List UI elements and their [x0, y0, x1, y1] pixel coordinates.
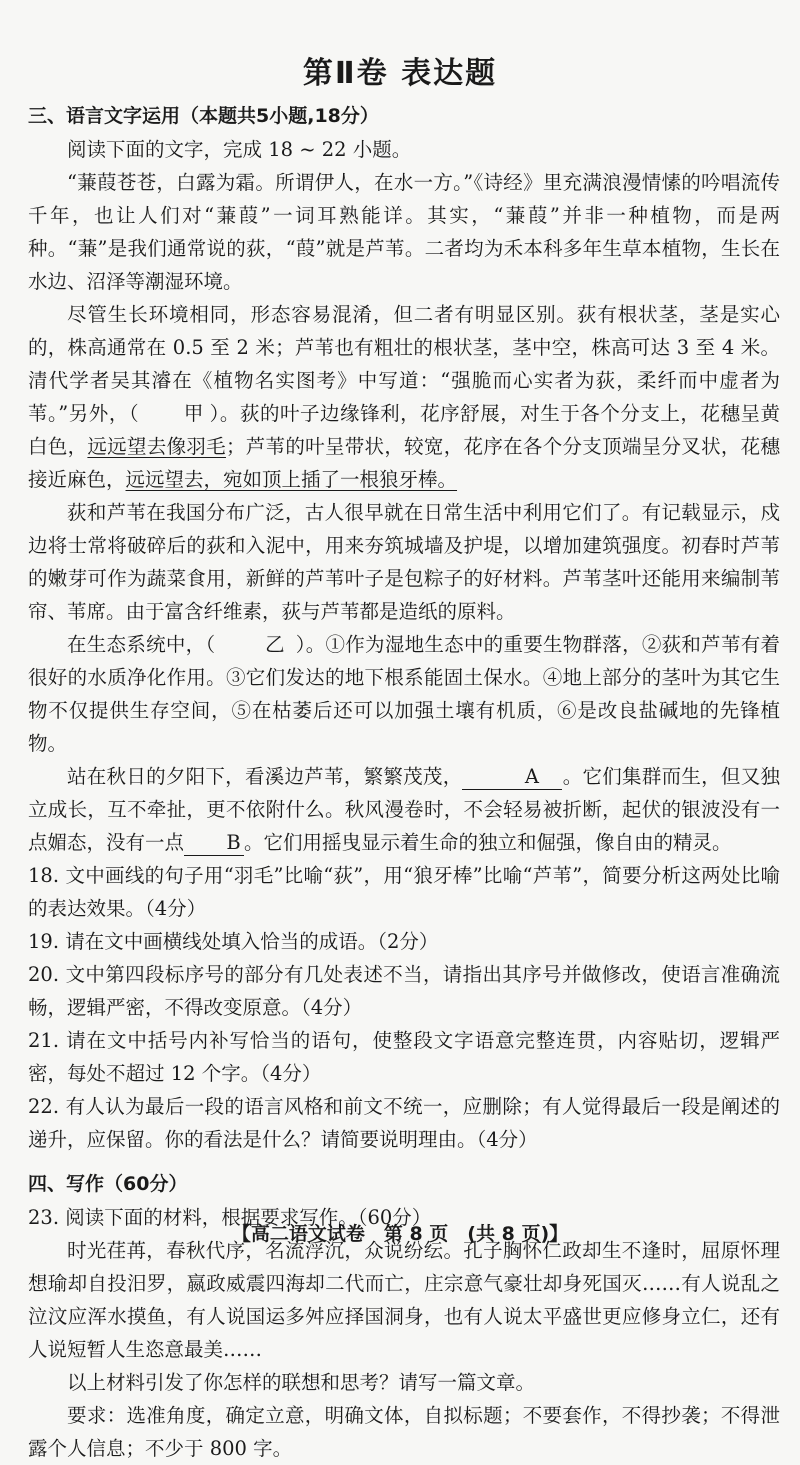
blank-B: B	[184, 831, 244, 856]
writing-material: 时光荏苒，春秋代序，名流浮沉，众说纷纭。孔子胸怀仁政却生不逢时，屈原怀理想瑜却自投汨罗，嬴政威震四海却二代而亡，庄宗意气豪壮却身死国灭……有人说乱之泣汶应浑水摸鱼，有人说国运多舛应择国洞身，也有人说太平盛世更应修身立仁，还有人说短暂人生恣意最美……	[28, 1239, 780, 1361]
question-23: 23. 阅读下面的材料，根据要求写作。（60分）	[28, 1206, 432, 1229]
question-20: 20. 文中第四段标序号的部分有几处表述不当，请指出其序号并做修改，使语言准确流畅，逻辑严密，不得改变原意。（4分）	[28, 963, 780, 1019]
question-21: 21. 请在文中括号内补写恰当的语句，使整段文字语意完整连贯，内容贴切，逻辑严密，每处不超过 12 个字。（4分）	[28, 1029, 780, 1085]
page-content	[28, 100, 780, 1465]
blank-A: A	[462, 765, 562, 790]
page-footer: 【高二语文试卷 第 8 页 (共 8 页)】	[231, 1223, 569, 1245]
section3-heading: 三、语言文字运用（本题共5小题,18分）	[28, 105, 379, 127]
page-title: 第Ⅱ卷 表达题	[302, 56, 498, 91]
paragraph-1: “蒹葭苍苍，白露为霜。所谓伊人，在水一方。”《诗经》里充满浪漫情愫的吟唱流传千年，也让人们对“蒹葭”一词耳熟能详。其实，“蒹葭”并非一种植物，而是两种。“蒹”是我们通常说的荻，“葭”就是芦苇。二者均为禾本科多年生草本植物，生长在水边、沼泽等潮湿环境。	[28, 171, 780, 293]
writing-requirements: 要求：选准角度，确定立意，明确文体，自拟标题；不要套作，不得抄袭；不得泄露个人信息；不少于 800 字。	[28, 1404, 780, 1460]
question-19: 19. 请在文中画横线处填入恰当的成语。（2分）	[28, 930, 439, 953]
writing-prompt: 以上材料引发了你怎样的联想和思考？请写一篇文章。	[67, 1371, 536, 1394]
question-22: 22. 有人认为最后一段的语言风格和前文不统一，应删除；有人觉得最后一段是阐述的递升，应保留。你的看法是什么？请简要说明理由。（4分）	[28, 1095, 780, 1151]
question-18: 18. 文中画线的句子用“羽毛”比喻“荻”，用“狼牙棒”比喻“芦苇”，简要分析这两处比喻的表达效果。（4分）	[28, 864, 780, 920]
blank-jia: 甲	[183, 402, 204, 425]
paragraph-4: 在生态系统中，（ 乙 ）。①作为湿地生态中的重要生物群落，②荻和芦苇有着很好的水质净化作用。③它们发达的地下根系能固土保水。④地上部分的茎叶为其它生物不仅提供生存空间，⑤在枯萎后还可以加强土壤有机质，⑥是改良盐碱地的先锋植物。	[28, 628, 780, 760]
paragraph-2: 尽管生长环境相同，形态容易混淆，但二者有明显区别。荻有根状茎，茎是实心的，株高通常在 0.5 至 2 米；芦苇也有粗壮的根状茎，茎中空，株高可达 3 至 4 米。清代学者吴其濬在《植物名实图考》中写道：“强脆而心实者为荻，柔纤而中虚者为苇。”另外，（ 甲 ）。荻的叶子边缘锋利，花序舒展，对生于各个分支上，花穗呈黄白色，远远望去像羽毛；芦苇的叶呈带状，较宽，花序在各个分支顶端呈分叉状，花穗接近麻色，远远望去，宛如顶上插了一根狼牙棒。	[28, 303, 780, 491]
underlined-sentence-1: 远远望去像羽毛	[87, 435, 226, 458]
paragraph-3: 荻和芦苇在我国分布广泛，古人很早就在日常生活中利用它们了。有记载显示，戍边将士常将破碎后的荻和入泥中，用来夯筑城墙及护堤，以增加建筑强度。初春时芦苇的嫩芽可作为蔬菜食用，新鲜的芦苇叶子是包粽子的好材料。芦苇茎叶还能用来编制苇帘、苇席。由于富含纤维素，荻与芦苇都是造纸的原料。	[28, 501, 780, 623]
paragraph-5: 站在秋日的夕阳下，看溪边芦苇，繁繁茂茂， A 。它们集群而生，但又独立成长，互不牵扯，更不依附什么。秋风漫卷时，不会轻易被折断，起伏的银波没有一点媚态，没有一点 B 。它们用摇曳显示着生命的独立和倔强，像自由的精灵。	[28, 765, 780, 854]
blank-yi: 乙	[265, 633, 285, 656]
instruction: 阅读下面的文字，完成 18 ~ 22 小题。	[67, 138, 412, 161]
underlined-sentence-2: 远远望去，宛如顶上插了一根狼牙棒。	[125, 468, 458, 491]
section4-heading: 四、写作（60分）	[28, 1173, 188, 1195]
